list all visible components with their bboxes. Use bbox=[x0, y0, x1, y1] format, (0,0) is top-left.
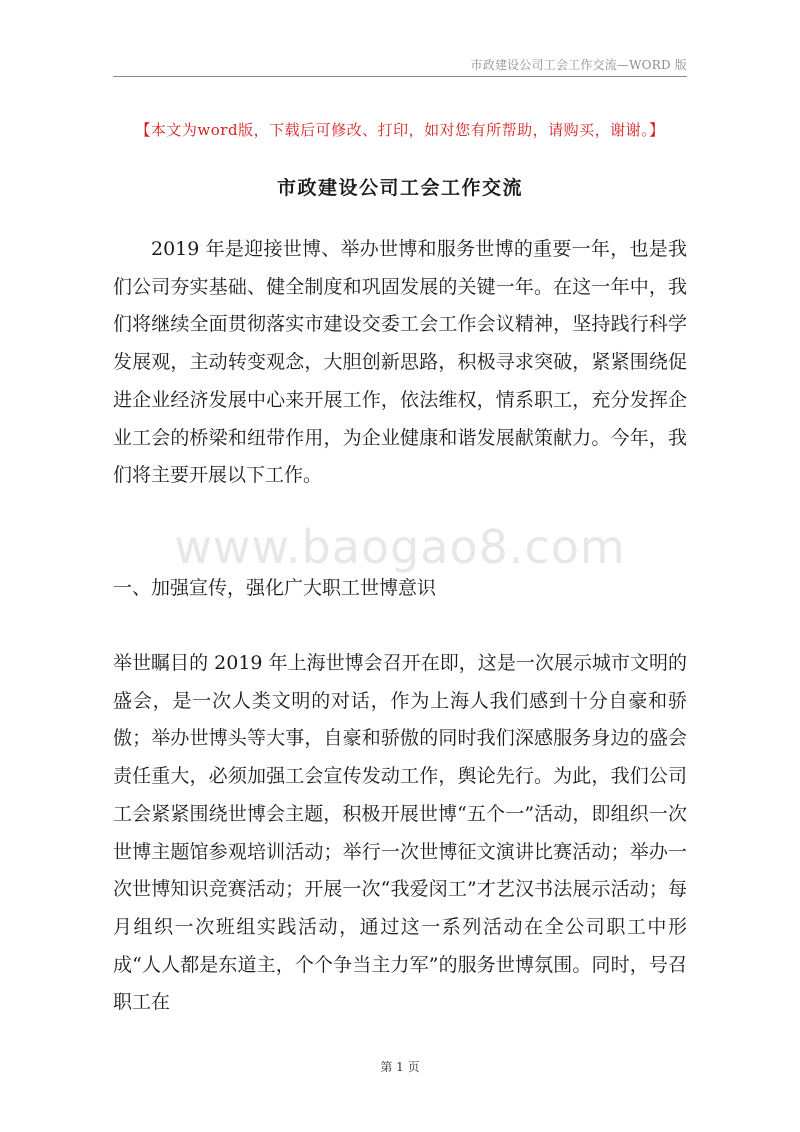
document-title: 市政建设公司工会工作交流 bbox=[276, 177, 523, 199]
paragraph-intro: 2019 年是迎接世博、举办世博和服务世博的重要一年，也是我们公司夯实基础、健全制度和巩固发展的关键一年。在这一年中，我们将继续全面贯彻落实市建设交委工会工作会议精神，坚持践行科学发展观，主动转变观念，大胆创新思路，积极寻求突破，紧紧围绕促进企业经济发展中心来开展工作，依法维权，情系职工，充分发挥企业工会的桥梁和纽带作用，为企业健康和谐发展献策献力。今年，我们将主要开展以下工作。 bbox=[113, 238, 687, 487]
paragraph-section-1: 举世瞩目的 2019 年上海世博会召开在即，这是一次展示城市文明的盛会，是一次人类文明的对话，作为上海人我们感到十分自豪和骄傲；举办世博头等大事，自豪和骄傲的同时我们深感服务身边的盛会责任重大，必须加强工会宣传发动工作，舆论先行。为此，我们公司工会紧紧围绕世博会主题，积极开展世博“五个一”活动，即组织一次世博主题馆参观培训活动；举行一次世博征文演讲比赛活动；举办一次世博知识竞赛活动；开展一次“我爱闵工”才艺汉书法展示活动；每月组织一次班组实践活动，通过这一系列活动在全公司职工中形成“人人都是东道主，个个争当主力军”的服务世博氛围。同时，号召职工在 bbox=[113, 652, 687, 1014]
section-heading-1: 一、加强宣传，强化广大职工世博意识 bbox=[113, 577, 437, 599]
download-notice: 【本文为word版，下载后可修改、打印，如对您有所帮助，请购买，谢谢。】 bbox=[135, 121, 665, 139]
page-number: 第 1 页 bbox=[380, 1060, 420, 1074]
page-header bbox=[113, 52, 687, 77]
watermark-text: www.baogao8.com bbox=[174, 520, 626, 574]
header-title: 市政建设公司工会工作交流—WORD 版 bbox=[470, 58, 687, 72]
